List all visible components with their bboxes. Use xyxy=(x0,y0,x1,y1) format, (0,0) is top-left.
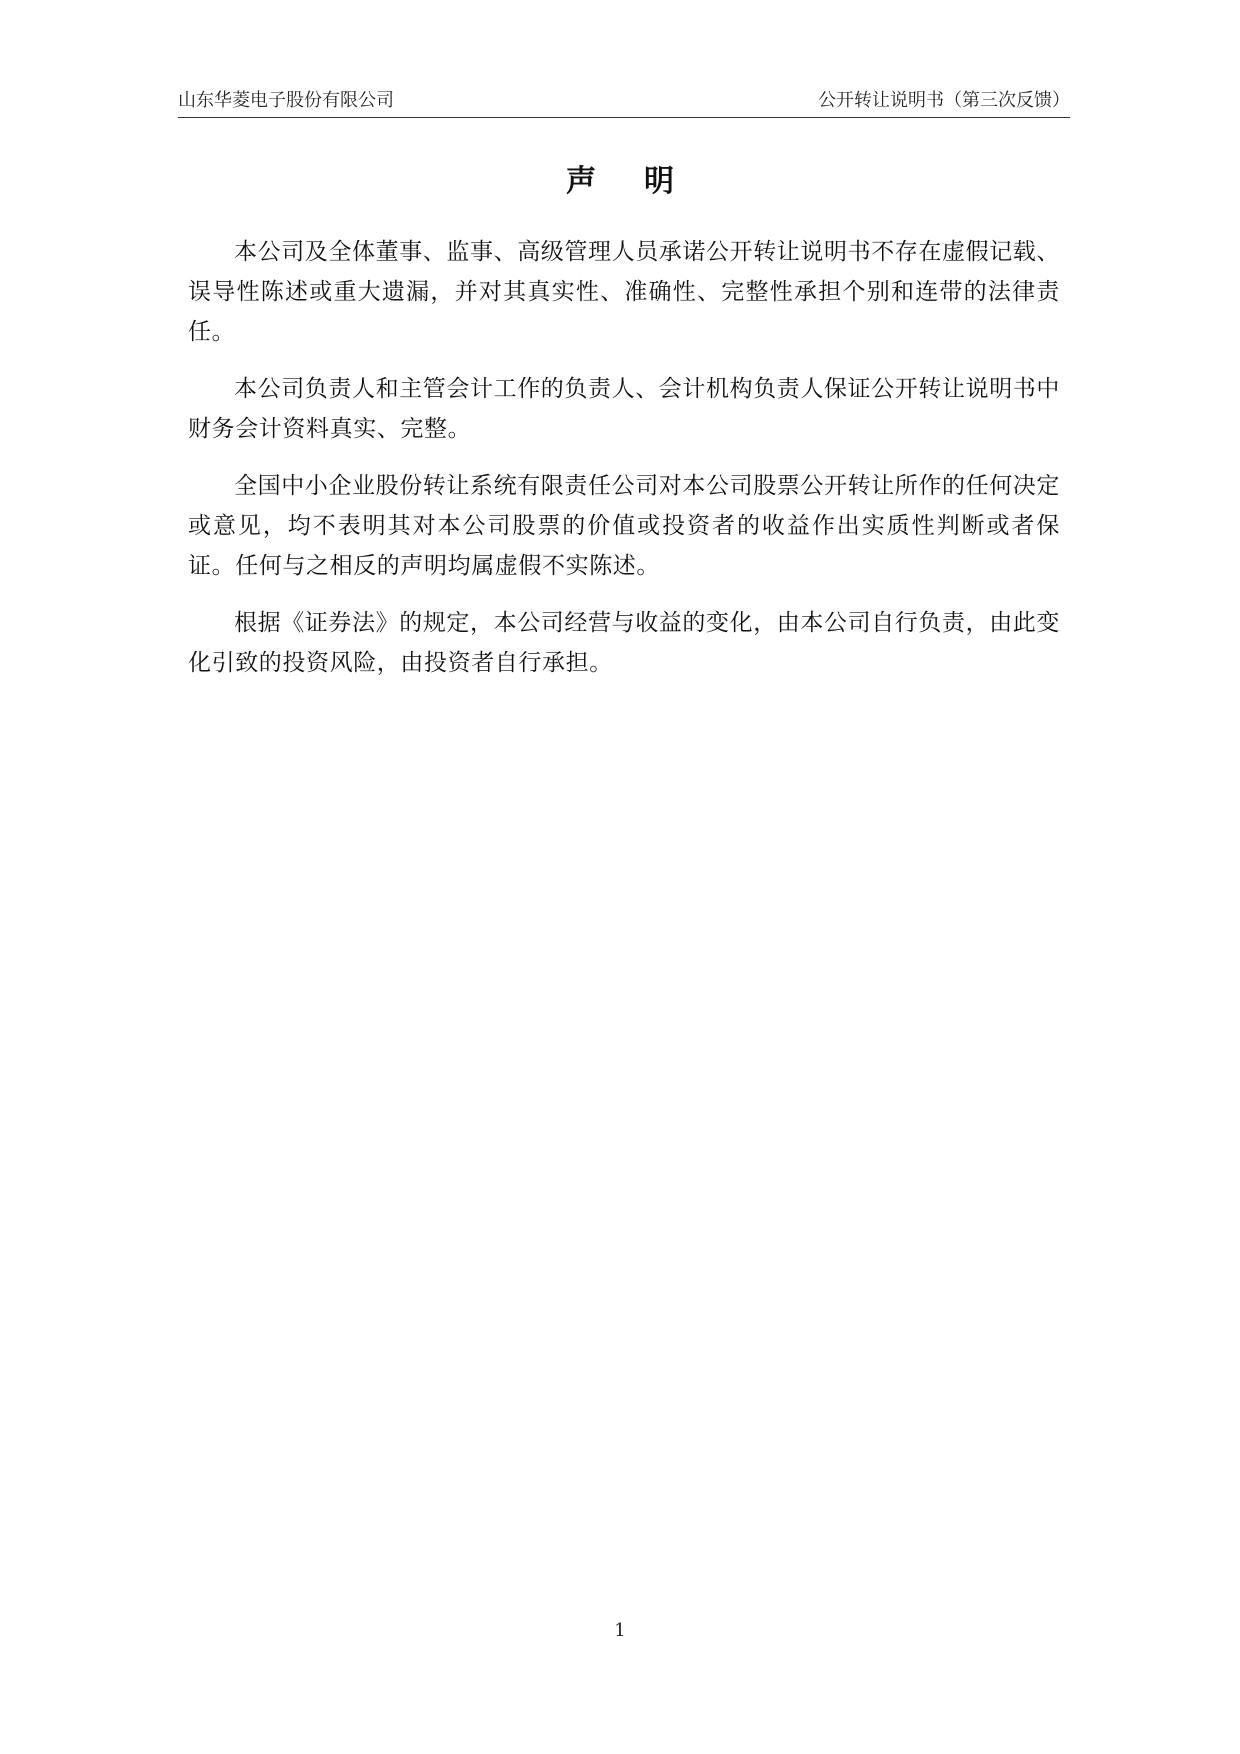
statement-body xyxy=(188,232,1060,700)
page-number: 1 xyxy=(614,1620,626,1641)
header-divider xyxy=(178,117,1070,118)
statement-paragraph-4: 根据《证券法》的规定，本公司经营与收益的变化，由本公司自行负责，由此变化引致的投资风险，由投资者自行承担。 xyxy=(188,610,1060,676)
statement-paragraph-1: 本公司及全体董事、监事、高级管理人员承诺公开转让说明书不存在虚假记载、误导性陈述或重大遗漏，并对其真实性、准确性、完整性承担个别和连带的法律责任。 xyxy=(188,239,1060,345)
header-document-title: 公开转让说明书（第三次反馈） xyxy=(818,90,1070,111)
page-title: 声明 xyxy=(566,164,722,199)
page-header xyxy=(178,90,1070,118)
statement-paragraph-2: 本公司负责人和主管会计工作的负责人、会计机构负责人保证公开转让说明书中财务会计资料真实、完整。 xyxy=(188,376,1060,442)
statement-paragraph-3: 全国中小企业股份转让系统有限责任公司对本公司股票公开转让所作的任何决定或意见，均不表明其对本公司股票的价值或投资者的收益作出实质性判断或者保证。任何与之相反的声明均属虚假不实陈述。 xyxy=(188,473,1060,579)
header-company-name: 山东华菱电子股份有限公司 xyxy=(178,90,394,111)
